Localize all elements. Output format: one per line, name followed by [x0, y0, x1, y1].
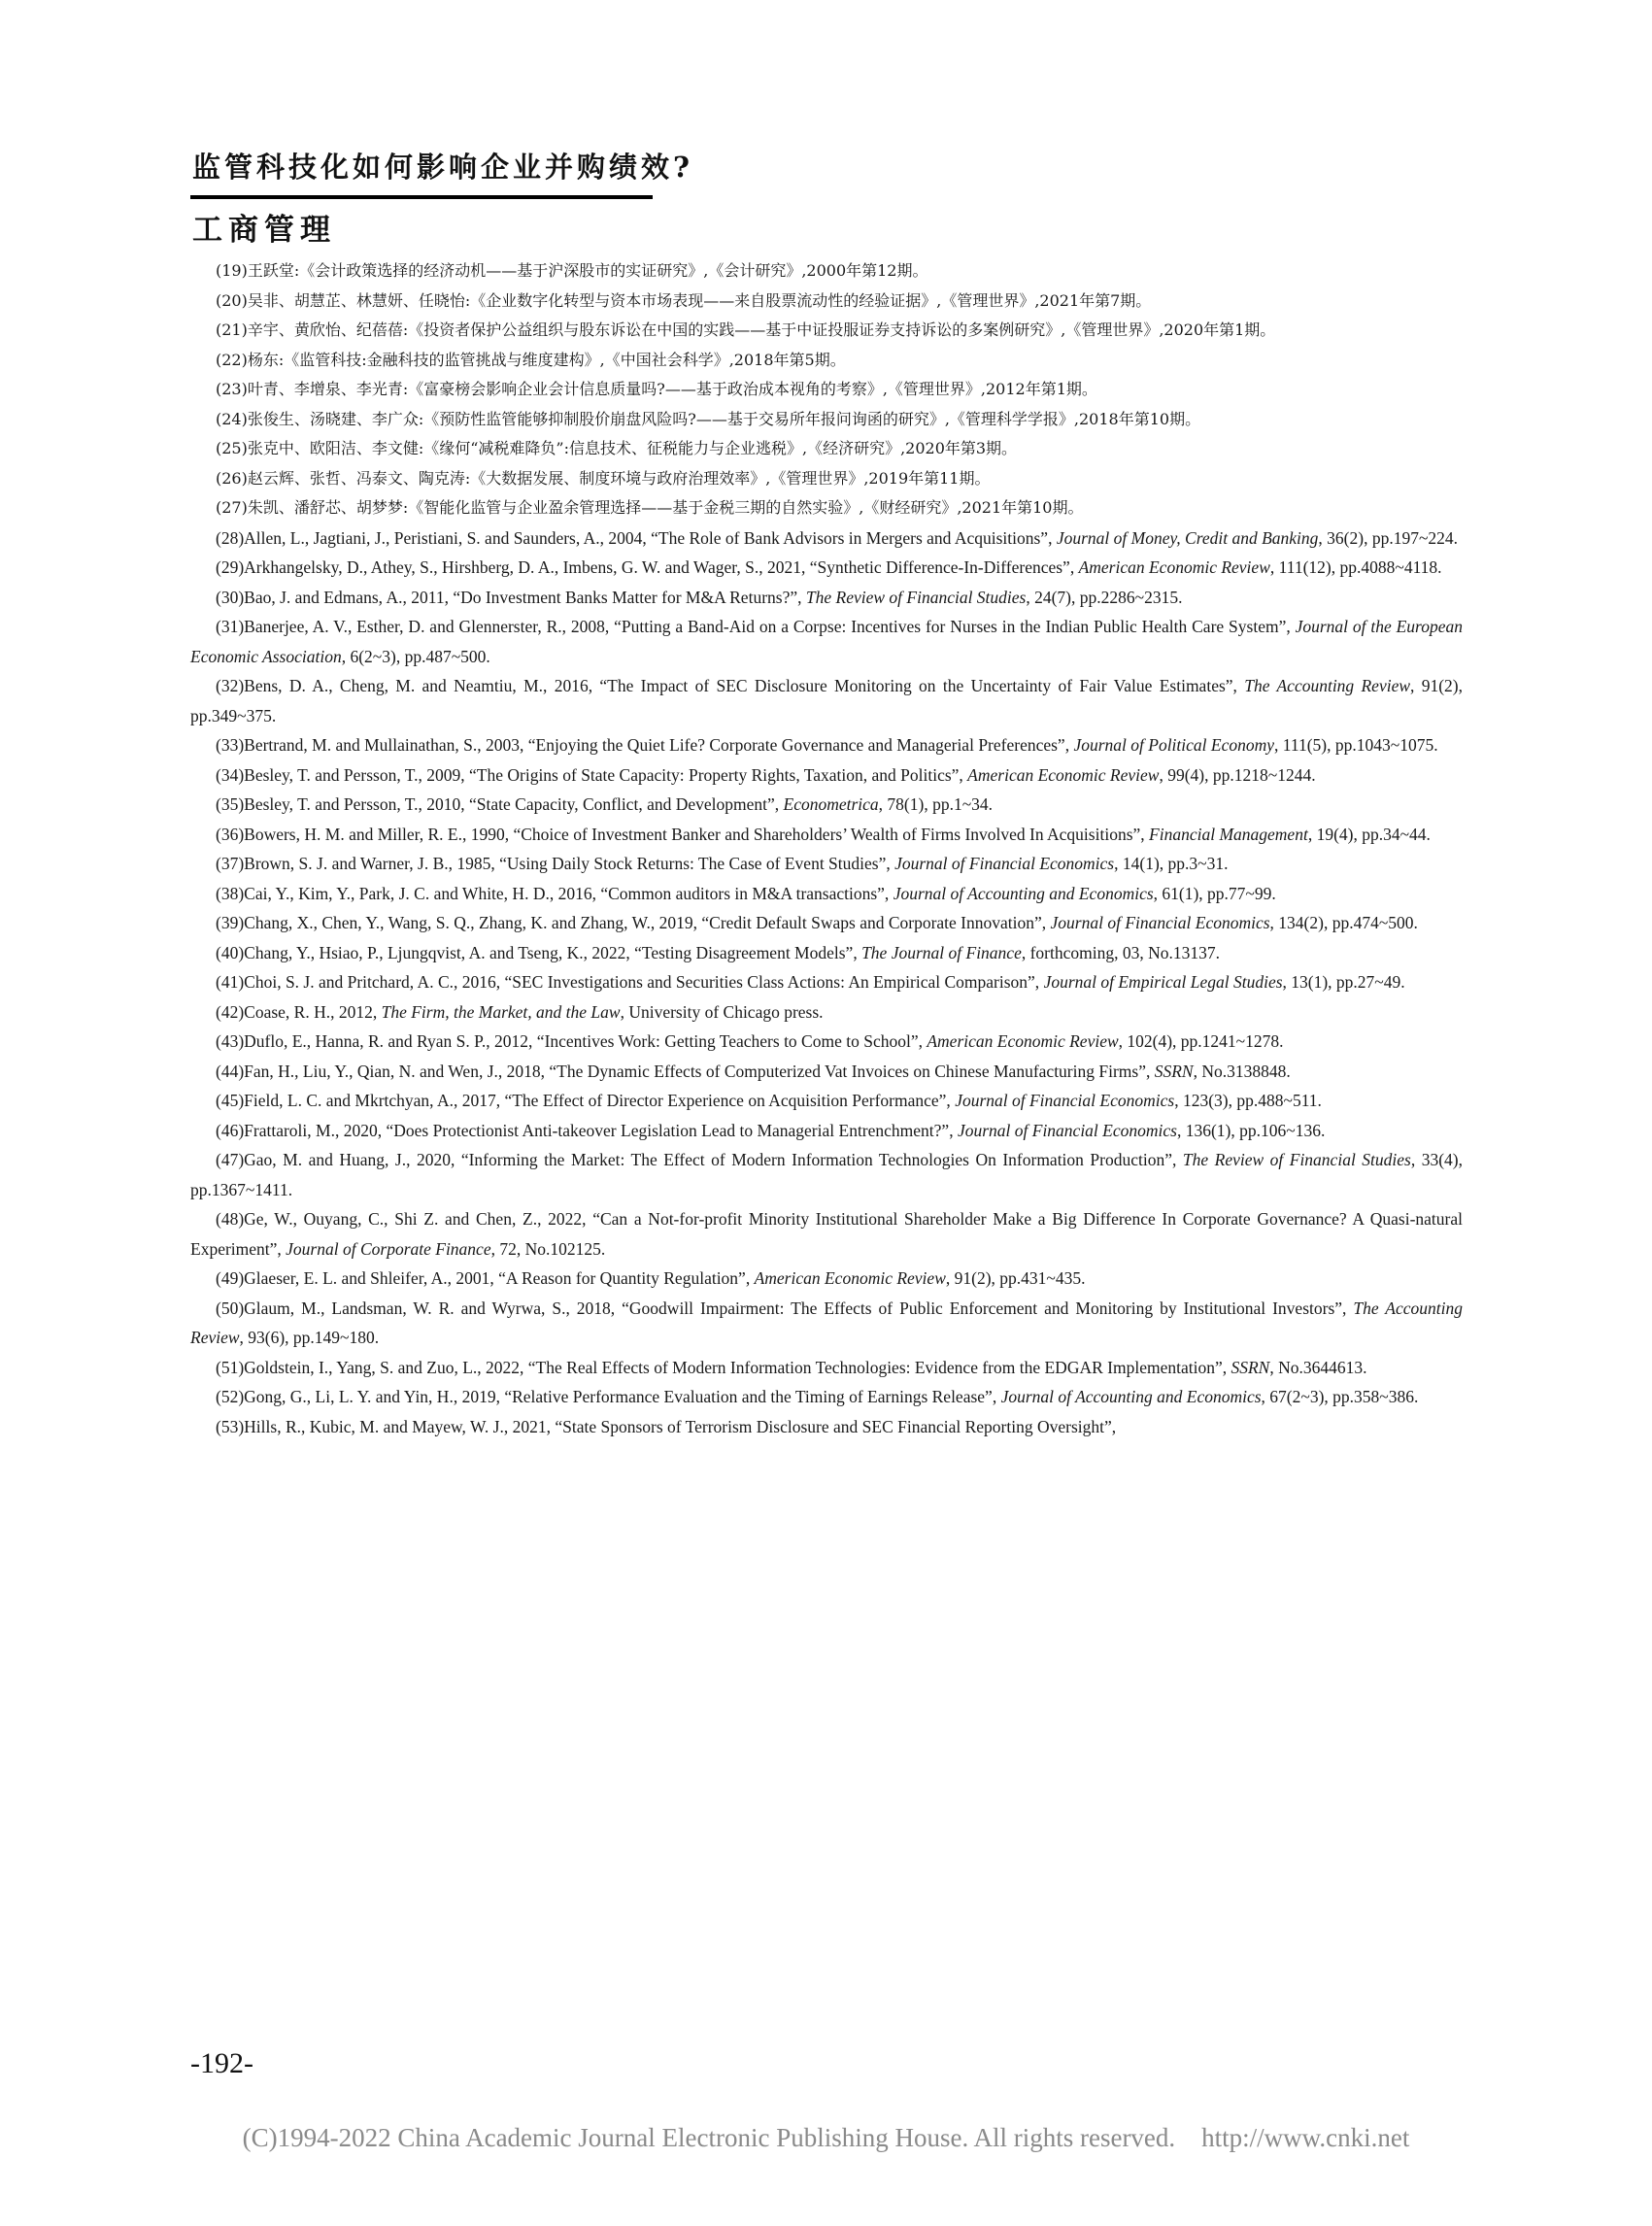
reference-source: The Journal of Finance [861, 942, 1022, 962]
reference-number: (24) [216, 409, 248, 428]
reference-source: Journal of Financial Economics [957, 1120, 1177, 1140]
reference-number: (22) [216, 350, 248, 369]
reference-details: , 78(1), pp.1~34. [878, 794, 994, 814]
reference-source: American Economic Review [967, 764, 1160, 785]
reference-text: 辛宇、黄欣怡、纪蓓蓓:《投资者保护公益组织与股东诉讼在中国的实践——基于中证投服证券支持诉讼的多案例研究》,《管理世界》,2020年第1期。 [247, 320, 1276, 339]
reference-text: 张俊生、汤晓建、李广众:《预防性监管能够抑制股价崩盘风险吗?——基于交易所年报问询函的研究》,《管理科学学报》,2018年第10期。 [247, 409, 1201, 428]
reference-details: , forthcoming, 03, No.13137. [1021, 942, 1220, 962]
reference-details: , University of Chicago press. [620, 1001, 824, 1022]
reference-number: (37) [216, 854, 245, 873]
reference-number: (27) [216, 498, 248, 517]
reference-details: , 6(2~3), pp.487~500. [341, 646, 490, 666]
reference-item [190, 346, 1463, 376]
reference-number: (51) [216, 1357, 245, 1377]
reference-number: (39) [216, 913, 245, 932]
reference-source: The Review of Financial Studies [805, 587, 1027, 607]
reference-item [190, 1204, 1463, 1264]
reference-number: (26) [216, 468, 248, 488]
reference-authors-title: Bao, J. and Edmans, A., 2011, “Do Investment Banks Matter for M&A Returns?”, [244, 587, 806, 607]
reference-details: , 111(5), pp.1043~1075. [1274, 735, 1438, 755]
reference-item [190, 375, 1463, 405]
reference-details: , 13(1), pp.27~49. [1282, 972, 1405, 992]
reference-details: , 19(4), pp.34~44. [1307, 824, 1431, 844]
reference-number: (40) [216, 942, 245, 962]
reference-list [190, 256, 1463, 1441]
reference-source: Journal of Political Economy [1073, 735, 1275, 755]
reference-item [190, 583, 1463, 613]
reference-item [190, 908, 1463, 938]
reference-item [190, 612, 1463, 671]
reference-details: , 14(1), pp.3~31. [1114, 854, 1229, 873]
page-number: -192- [190, 2047, 253, 2079]
reference-number: (20) [216, 290, 248, 310]
reference-authors-title: Choi, S. J. and Pritchard, A. C., 2016, “SEC Investigations and Securities Class Actions: An Empirical Comparison”, [244, 972, 1044, 992]
reference-number: (49) [216, 1268, 245, 1288]
reference-number: (46) [216, 1120, 245, 1140]
reference-authors-title: Gong, G., Li, L. Y. and Yin, H., 2019, “Relative Performance Evaluation and the Timing of Earnings Release”, [244, 1387, 1001, 1406]
reference-item [190, 1412, 1463, 1442]
reference-item [190, 967, 1463, 997]
reference-item [190, 938, 1463, 968]
reference-source: Journal of Financial Economics [1050, 913, 1270, 932]
reference-number: (23) [216, 380, 248, 398]
reference-authors-title: Chang, X., Chen, Y., Wang, S. Q., Zhang, K. and Zhang, W., 2019, “Credit Default Swaps and Corporate Innovation”, [244, 913, 1051, 932]
reference-authors-title: Cai, Y., Kim, Y., Park, J. C. and White, H. D., 2016, “Common auditors in M&A transactions”, [244, 883, 893, 903]
reference-source: American Economic Review [754, 1268, 946, 1288]
reference-source: American Economic Review [927, 1031, 1119, 1051]
reference-details: , 102(4), pp.1241~1278. [1118, 1031, 1284, 1051]
reference-item [190, 820, 1463, 850]
reference-item [190, 997, 1463, 1028]
reference-details: , 134(2), pp.474~500. [1269, 913, 1418, 932]
reference-source: Econometrica [783, 794, 879, 814]
reference-number: (25) [216, 439, 248, 457]
reference-authors-title: Frattaroli, M., 2020, “Does Protectionist Anti-takeover Legislation Lead to Managerial Entrenchment?”, [244, 1120, 958, 1140]
reference-details: , 36(2), pp.197~224. [1318, 527, 1459, 548]
reference-text: 吴非、胡慧芷、林慧妍、任晓怡:《企业数字化转型与资本市场表现——来自股票流动性的经验证据》,《管理世界》,2021年第7期。 [247, 290, 1152, 310]
reference-item [190, 671, 1463, 730]
reference-number: (47) [216, 1150, 245, 1169]
reference-details: , 93(6), pp.149~180. [239, 1328, 380, 1347]
reference-authors-title: Glaeser, E. L. and Shleifer, A., 2001, “A Reason for Quantity Regulation”, [244, 1268, 755, 1288]
copyright-notice: (C)1994-2022 China Academic Journal Electronic Publishing House. All rights reserved. http://www.cnki.net [242, 2123, 1410, 2152]
reference-item [190, 1027, 1463, 1057]
reference-details: , 111(12), pp.4088~4118. [1269, 557, 1442, 577]
reference-item [190, 316, 1463, 346]
reference-number: (50) [216, 1298, 245, 1318]
reference-number: (35) [216, 794, 245, 814]
reference-item [190, 1086, 1463, 1116]
reference-details: , 91(2), pp.431~435. [945, 1268, 1086, 1288]
reference-authors-title: Besley, T. and Persson, T., 2009, “The Origins of State Capacity: Property Rights, Taxation, and Politics”, [244, 764, 968, 785]
reference-authors-title: Banerjee, A. V., Esther, D. and Glennerster, R., 2008, “Putting a Band-Aid on a Corpse: Incentives for Nurses in the Indian Public Health Care System”, [244, 617, 1296, 636]
reference-text: 朱凯、潘舒芯、胡梦梦:《智能化监管与企业盈余管理选择——基于金税三期的自然实验》,《财经研究》,2021年第10期。 [247, 498, 1084, 517]
reference-authors-title: Coase, R. H., 2012, [244, 1001, 382, 1022]
reference-authors-title: Besley, T. and Persson, T., 2010, “State Capacity, Conflict, and Development”, [244, 794, 784, 814]
header-rule [190, 195, 653, 199]
reference-authors-title: Bowers, H. M. and Miller, R. E., 1990, “Choice of Investment Banker and Shareholders’ Wealth of Firms Involved In Acquisitions”, [244, 824, 1150, 844]
reference-text: 张克中、欧阳洁、李文健:《缘何“减税难降负”:信息技术、征税能力与企业逃税》,《经济研究》,2020年第3期。 [247, 439, 1018, 457]
reference-details: , No.3138848. [1193, 1061, 1291, 1081]
reference-item [190, 849, 1463, 879]
reference-text: 赵云辉、张哲、冯泰文、陶克涛:《大数据发展、制度环境与政府治理效率》,《管理世界》,2019年第11期。 [247, 468, 991, 488]
reference-source: American Economic Review [1078, 557, 1270, 577]
reference-number: (41) [216, 972, 245, 992]
reference-details: , 123(3), pp.488~511. [1174, 1091, 1322, 1110]
reference-item [190, 1264, 1463, 1294]
reference-source: The Firm, the Market, and the Law [381, 1001, 621, 1022]
reference-source: Journal of Accounting and Economics [893, 883, 1154, 903]
reference-item [190, 553, 1463, 583]
reference-item [190, 879, 1463, 909]
reference-details: , No.3644613. [1269, 1357, 1367, 1377]
reference-number: (48) [216, 1209, 245, 1229]
reference-item [190, 730, 1463, 760]
reference-authors-title: Chang, Y., Hsiao, P., Ljungqvist, A. and Tseng, K., 2022, “Testing Disagreement Models”, [244, 942, 862, 962]
reference-text: 王跃堂:《会计政策选择的经济动机——基于沪深股市的实证研究》,《会计研究》,2000年第12期。 [247, 261, 928, 280]
reference-source: The Review of Financial Studies [1182, 1150, 1411, 1169]
reference-number: (29) [216, 557, 245, 577]
reference-authors-title: Ge, W., Ouyang, C., Shi Z. and Chen, Z., 2022, “Can a Not-for-profit Minority Institutional Shareholder Make a Big Difference In Corporate Governance? A Quasi-natural Experiment”, [190, 1209, 1463, 1259]
reference-item [190, 256, 1463, 287]
reference-number: (36) [216, 824, 245, 844]
reference-item [190, 1353, 1463, 1383]
reference-item [190, 1382, 1463, 1412]
reference-number: (42) [216, 1001, 245, 1022]
reference-source: Journal of Financial Economics [894, 854, 1115, 873]
reference-authors-title: Allen, L., Jagtiani, J., Peristiani, S. and Saunders, A., 2004, “The Role of Bank Advisors in Mergers and Acquisitions”, [244, 527, 1057, 548]
reference-item [190, 1116, 1463, 1146]
reference-number: (31) [216, 617, 245, 636]
reference-item [190, 287, 1463, 317]
reference-details: , 99(4), pp.1218~1244. [1159, 764, 1316, 785]
reference-text: 叶青、李增泉、李光青:《富豪榜会影响企业会计信息质量吗?——基于政治成本视角的考察》,《管理世界》,2012年第1期。 [247, 380, 1097, 398]
reference-authors-title: Bens, D. A., Cheng, M. and Neamtiu, M., 2016, “The Impact of SEC Disclosure Monitoring on the Uncertainty of Fair Value Estimates”, [244, 676, 1245, 695]
reference-details: , 24(7), pp.2286~2315. [1026, 587, 1183, 607]
reference-item [190, 790, 1463, 820]
section-label: 工商管理 [192, 213, 336, 248]
reference-source: Journal of the European Economic Association [190, 617, 1463, 666]
reference-details: , 61(1), pp.77~99. [1153, 883, 1276, 903]
running-title: 监管科技化如何影响企业并购绩效? [192, 151, 693, 184]
reference-source: SSRN [1231, 1357, 1270, 1377]
reference-item [190, 523, 1463, 554]
reference-authors-title: Goldstein, I., Yang, S. and Zuo, L., 2022, “The Real Effects of Modern Information Technologies: Evidence from the EDGAR Implementation”, [244, 1357, 1231, 1377]
reference-item [190, 1145, 1463, 1204]
reference-authors-title: Bertrand, M. and Mullainathan, S., 2003, “Enjoying the Quiet Life? Corporate Governance and Managerial Preferences”, [244, 735, 1074, 755]
reference-source: Journal of Corporate Finance [286, 1238, 491, 1259]
reference-source: Journal of Accounting and Economics [1000, 1387, 1262, 1406]
reference-authors-title: Arkhangelsky, D., Athey, S., Hirshberg, D. A., Imbens, G. W. and Wager, S., 2021, “Synthetic Difference-In-Differences”, [244, 557, 1079, 577]
reference-details: , 72, No.102125. [490, 1238, 606, 1259]
reference-number: (38) [216, 883, 245, 903]
reference-item [190, 1294, 1463, 1353]
reference-number: (53) [216, 1416, 245, 1436]
reference-text: 杨东:《监管科技:金融科技的监管挑战与维度建构》,《中国社会科学》,2018年第5期。 [247, 350, 846, 369]
reference-authors-title: Glaum, M., Landsman, W. R. and Wyrwa, S., 2018, “Goodwill Impairment: The Effects of Public Enforcement and Monitoring by Institutional Investors”, [244, 1298, 1354, 1318]
reference-number: (45) [216, 1091, 245, 1110]
reference-number: (44) [216, 1061, 245, 1081]
reference-source: SSRN [1154, 1061, 1194, 1081]
reference-details: , 33(4), pp.1367~1411. [190, 1150, 1464, 1199]
reference-item [190, 405, 1463, 435]
reference-authors-title: Field, L. C. and Mkrtchyan, A., 2017, “The Effect of Director Experience on Acquisition Performance”, [244, 1091, 956, 1110]
reference-number: (52) [216, 1387, 245, 1406]
reference-authors-title: Fan, H., Liu, Y., Qian, N. and Wen, J., 2018, “The Dynamic Effects of Computerized Vat Invoices on Chinese Manufacturing Firms”, [244, 1061, 1155, 1081]
reference-authors-title: Duflo, E., Hanna, R. and Ryan S. P., 2012, “Incentives Work: Getting Teachers to Come to School”, [244, 1031, 927, 1051]
reference-item [190, 1057, 1463, 1087]
reference-details: , 67(2~3), pp.358~386. [1261, 1387, 1419, 1406]
reference-details: , 136(1), pp.106~136. [1176, 1120, 1326, 1140]
reference-number: (30) [216, 587, 245, 607]
reference-authors-title: Brown, S. J. and Warner, J. B., 1985, “Using Daily Stock Returns: The Case of Event Studies”, [244, 854, 895, 873]
reference-source: The Accounting Review [190, 1298, 1463, 1347]
reference-source: Financial Management [1149, 824, 1308, 844]
reference-number: (19) [216, 261, 248, 280]
reference-item [190, 760, 1463, 791]
reference-source: Journal of Financial Economics [955, 1091, 1175, 1110]
reference-source: Journal of Money, Credit and Banking [1056, 527, 1319, 548]
reference-authors-title: Hills, R., Kubic, M. and Mayew, W. J., 2021, “State Sponsors of Terrorism Disclosure and SEC Financial Reporting Oversight”, [244, 1416, 1117, 1436]
reference-number: (34) [216, 764, 245, 785]
reference-number: (32) [216, 676, 245, 695]
reference-source: The Accounting Review [1244, 676, 1411, 695]
reference-number: (43) [216, 1031, 245, 1051]
reference-number: (28) [216, 527, 245, 548]
reference-item [190, 464, 1463, 494]
reference-details: , 91(2), pp.349~375. [190, 676, 1464, 725]
reference-source: Journal of Empirical Legal Studies [1043, 972, 1283, 992]
reference-authors-title: Gao, M. and Huang, J., 2020, “Informing the Market: The Effect of Modern Information Technologies On Information Production”, [244, 1150, 1183, 1169]
reference-number: (33) [216, 735, 245, 755]
reference-item [190, 493, 1463, 523]
reference-item [190, 434, 1463, 464]
reference-number: (21) [216, 320, 248, 339]
